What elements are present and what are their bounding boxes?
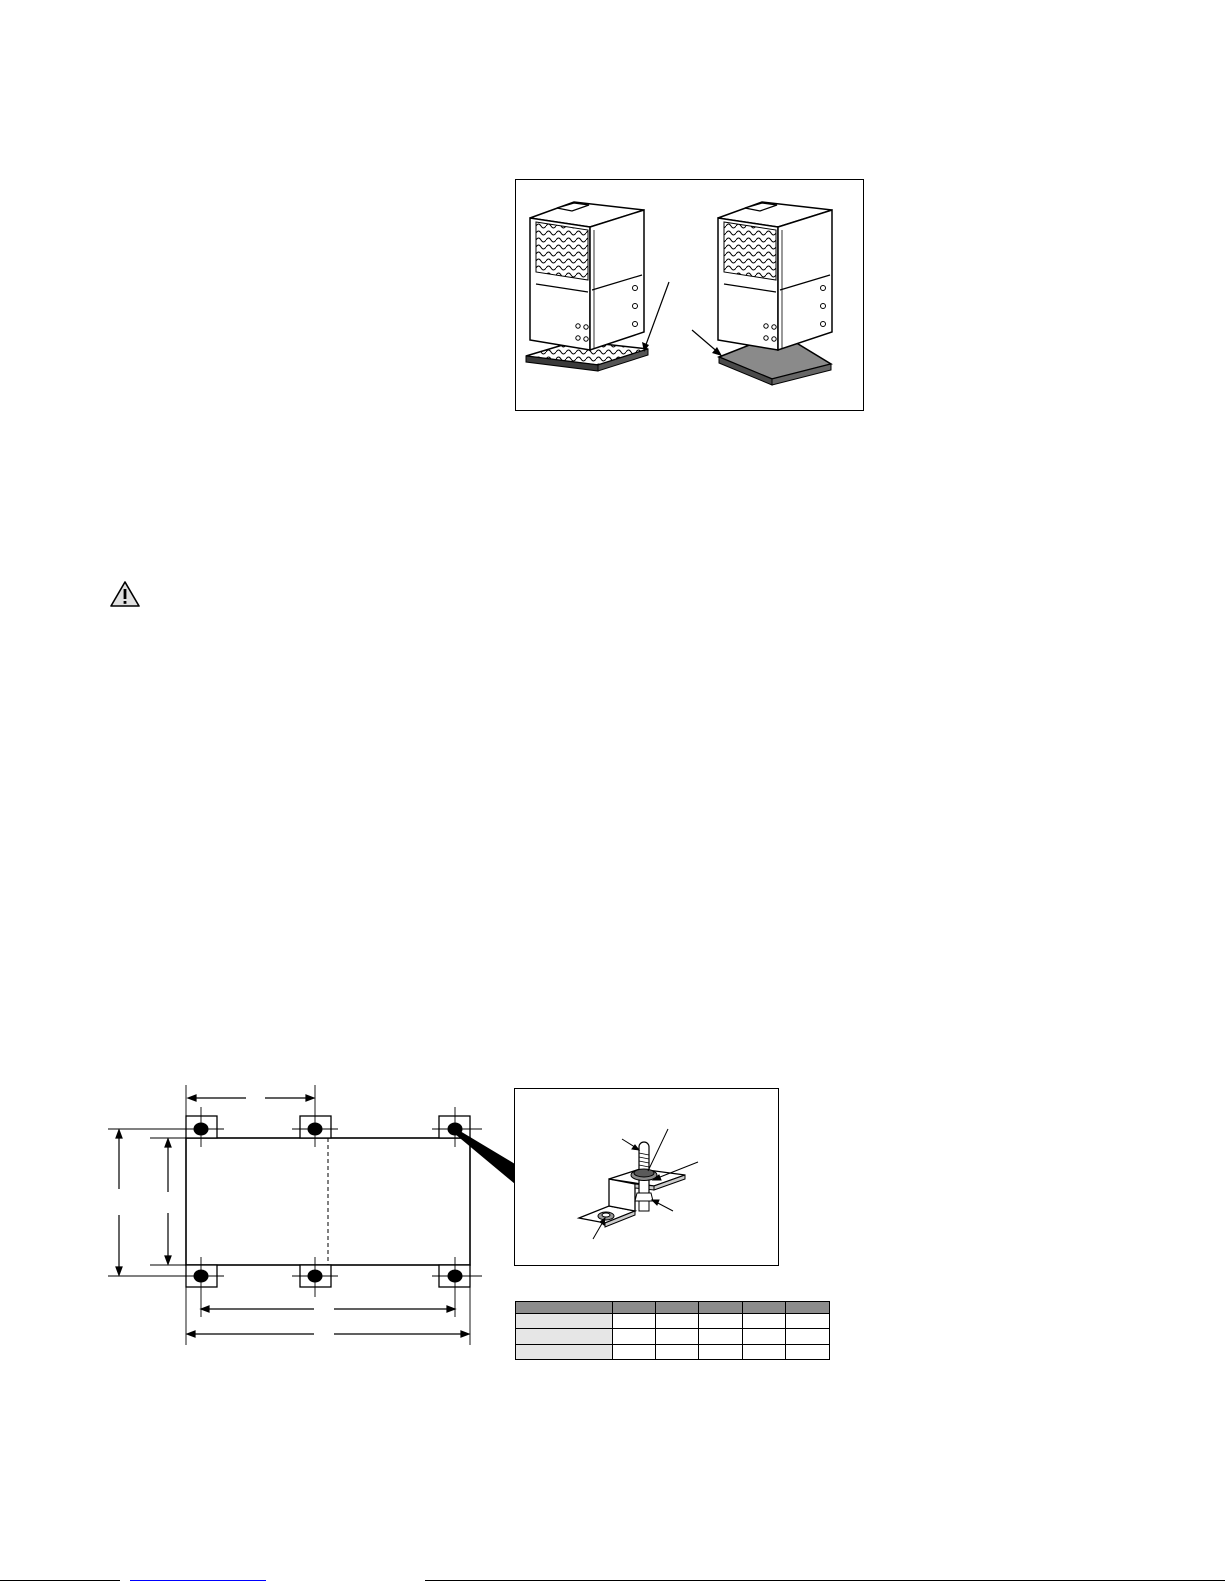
table-cell	[613, 1329, 656, 1344]
table-header-cell	[516, 1302, 613, 1314]
table-cell	[786, 1344, 830, 1359]
base-installation-figure	[515, 179, 864, 411]
table-row-header	[516, 1314, 613, 1329]
table-cell	[699, 1329, 743, 1344]
table-row	[516, 1329, 830, 1344]
table-cell	[786, 1329, 830, 1344]
table-cell	[656, 1344, 699, 1359]
table-header-cell	[743, 1302, 786, 1314]
table-row	[516, 1344, 830, 1359]
table-row-header	[516, 1329, 613, 1344]
footer-rule-right	[425, 1580, 1225, 1581]
table-cell	[699, 1344, 743, 1359]
table-header-cell	[786, 1302, 830, 1314]
table-header-row	[516, 1302, 830, 1314]
footer-rule-left	[0, 1580, 120, 1581]
table-row-header	[516, 1344, 613, 1359]
table-cell	[786, 1314, 830, 1329]
warning-triangle-icon	[109, 580, 141, 608]
anchor-bolt-detail	[514, 1088, 779, 1266]
anchor-bolt-layout-diagram	[100, 1085, 490, 1350]
table-cell	[613, 1314, 656, 1329]
table-header-cell	[613, 1302, 656, 1314]
outdoor-unit-right	[718, 202, 832, 385]
table-cell	[743, 1314, 786, 1329]
footer-link-underline[interactable]	[130, 1580, 266, 1581]
table-header-cell	[699, 1302, 743, 1314]
table-cell	[743, 1344, 786, 1359]
outdoor-unit-left	[526, 202, 648, 371]
table-cell	[656, 1314, 699, 1329]
table-cell	[656, 1329, 699, 1344]
table-cell	[699, 1314, 743, 1329]
detail-callout-wedge	[455, 1120, 517, 1190]
table-row	[516, 1314, 830, 1329]
table-cell	[743, 1329, 786, 1344]
table-header-cell	[656, 1302, 699, 1314]
outdoor-units-illustration	[516, 180, 862, 409]
specification-table	[515, 1301, 830, 1360]
table-cell	[613, 1344, 656, 1359]
